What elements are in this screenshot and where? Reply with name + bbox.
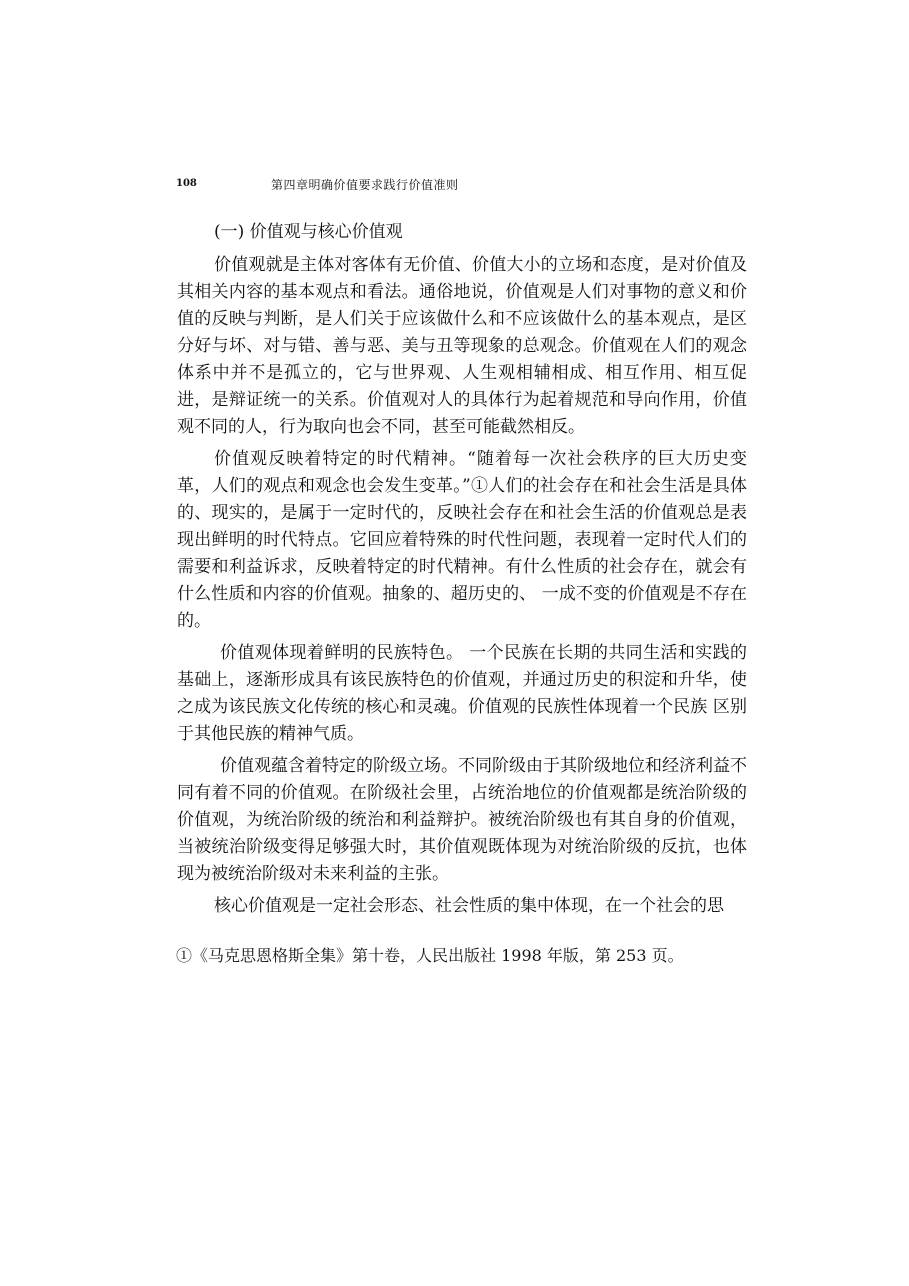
paragraph-era-spirit: 价值观反映着特定的时代精神。“随着每一次社会秩序的巨大历史变革，人们的观点和观念也会发生变革。”①人们的社会存在和社会生活是具体的、现实的，是属于一定时代的，反映社会存在和社会生活的价值观总是表现出鲜明的时代特点。它回应着特殊的时代性问题，表现着一定时代人们的需要和利益诉求，反映着特定的时代精神。有什么性质的社会存在，就会有什么性质和内容的价值观。抽象的、超历史的、 一成不变的价值观是不存在的。 <box>177 449 747 631</box>
paragraph-national-character: 价值观体现着鲜明的民族特色。 一个民族在长期的共同生活和实践的基础上，逐渐形成具有该民族特色的价值观，并通过历史的积淀和升华，使之成为该民族文化传统的核心和灵魂。价值观的民族性体现着一个民族 区别于其他民族的精神气质。 <box>177 643 747 744</box>
footnote: ①《马克思恩格斯全集》第十卷，人民出版社 1998 年版，第 253 页。 <box>176 946 684 965</box>
paragraph-class-stance: 价值观蕴含着特定的阶级立场。不同阶级由于其阶级地位和经济利益不同有着不同的价值观。在阶级社会里，占统治地位的价值观都是统治阶级的价值观，为统治阶级的统治和利益辩护。被统治阶级也有其自身的价值观，当被统治阶级变得足够强大时，其价值观既体现为对统治阶级的反抗，也体现为被统治阶级对未来利益的主张。 <box>177 756 747 884</box>
section-heading: (一) 价值观与核心价值观 <box>214 222 403 242</box>
paragraph-core-values: 核心价值观是一定社会形态、社会性质的集中体现，在一个社会的思 <box>214 896 724 916</box>
paragraph-value-definition: 价值观就是主体对客体有无价值、价值大小的立场和态度，是对价值及其相关内容的基本观点和看法。通俗地说，价值观是人们对事物的意义和价值的反映与判断，是人们关于应该做什么和不应该做什么的基本观点，是区分好与坏、对与错、善与恶、美与丑等现象的总观念。价值观在人们的观念体系中并不是孤立的，它与世界观、人生观相辅相成、相互作用、相互促进，是辩证统一的关系。价值观对人的具体行为起着规范和导向作用，价值观不同的人，行为取向也会不同，甚至可能截然相反。 <box>177 255 747 437</box>
page-number: 108 <box>176 178 197 189</box>
body-text <box>177 252 747 925</box>
running-head: 第四章明确价值要求践行价值准则 <box>271 178 459 192</box>
